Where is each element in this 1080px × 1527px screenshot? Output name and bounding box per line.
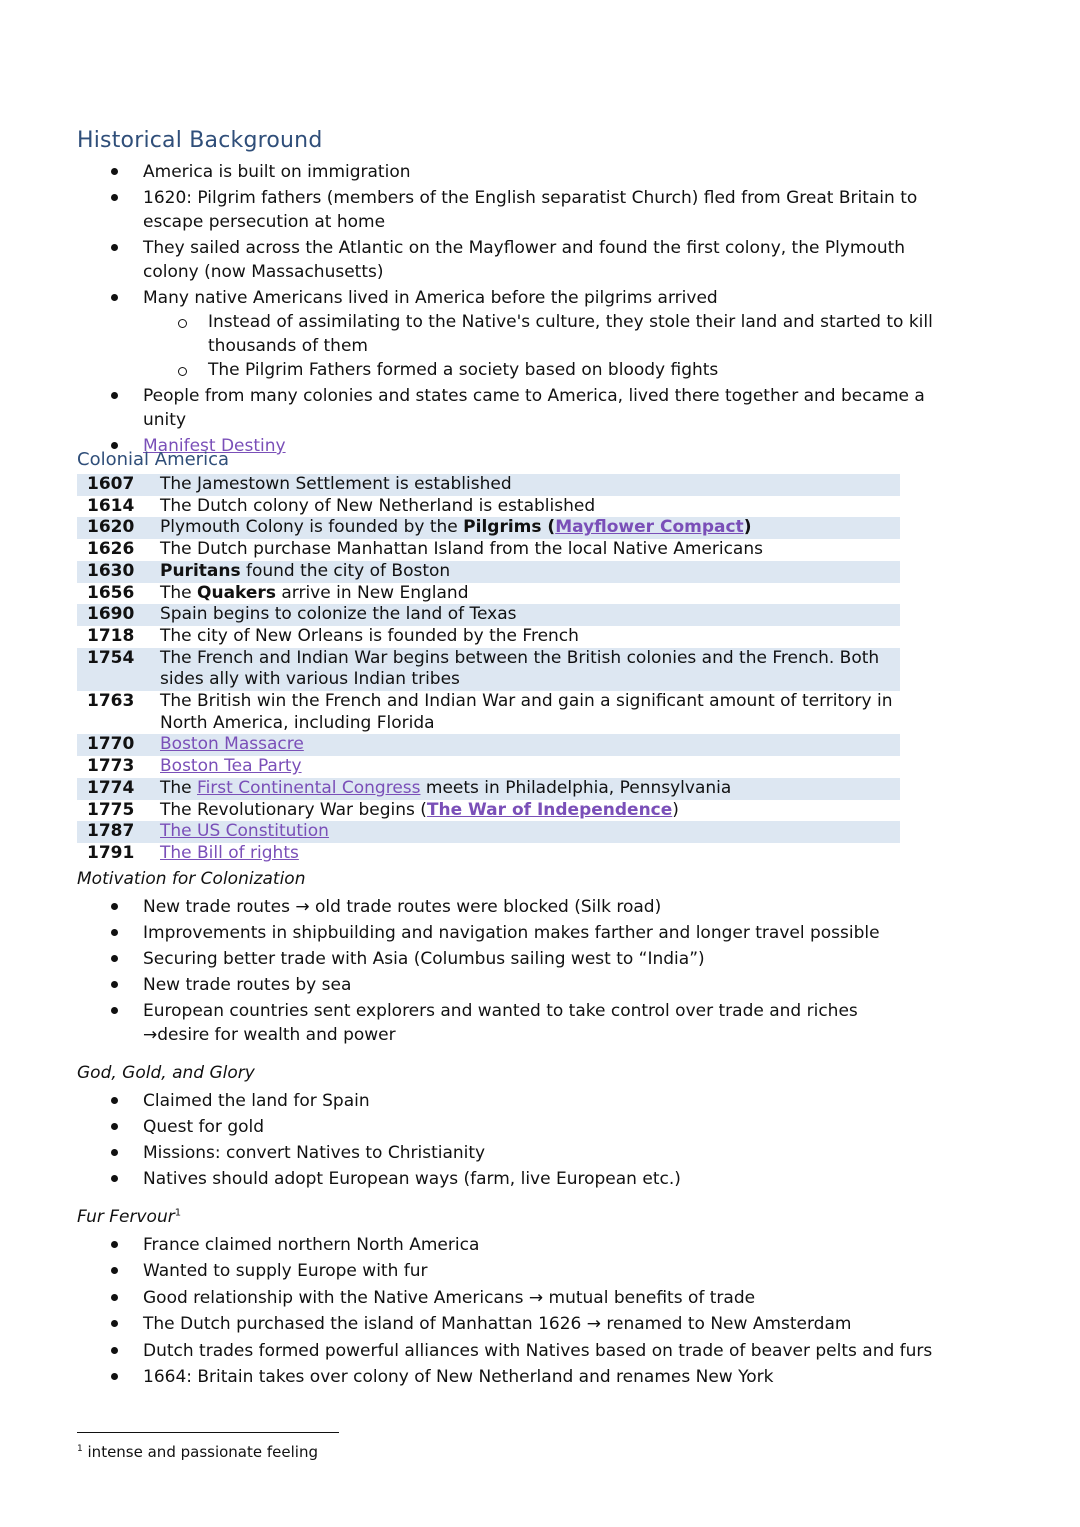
list-item: European countries sent explorers and wanted to take control over trade and riches →desire for wealth and power: [0, 999, 1080, 1047]
bullet-icon: [111, 981, 118, 988]
list-item: 1620: Pilgrim fathers (members of the English separatist Church) fled from Great Britain to escape persecution at home: [0, 186, 1080, 234]
list-item: They sailed across the Atlantic on the Mayflower and found the first colony, the Plymouth colony (now Massachusetts): [0, 236, 1080, 284]
mayflower-compact-link[interactable]: Mayflower Compact: [555, 517, 744, 538]
footnote-reference[interactable]: 1: [174, 1207, 182, 1219]
list-item: People from many colonies and states came to America, lived there together and became a unity: [0, 384, 1080, 432]
list-item: Securing better trade with Asia (Columbus sailing west to “India”): [0, 947, 1080, 971]
bullet-icon: [111, 1241, 118, 1248]
bullet-icon: [111, 903, 118, 910]
list-item: 1664: Britain takes over colony of New Netherland and renames New York: [0, 1365, 1080, 1389]
bullet-icon: [111, 1149, 118, 1156]
list-item: New trade routes → old trade routes were blocked (Silk road): [0, 895, 1080, 919]
table-row: 1763 The British win the French and Indian War and gain a significant amount of territory in North America, including Florida: [87, 691, 893, 733]
historical-background-list: [0, 160, 1080, 458]
bullet-icon: [111, 294, 118, 301]
bill-of-rights-link[interactable]: The Bill of rights: [160, 842, 299, 863]
bullet-icon: [111, 1123, 118, 1130]
table-row: 1630 Puritans found the city of Boston: [77, 561, 900, 583]
list-item: America is built on immigration: [0, 160, 1080, 184]
bullet-icon: [111, 194, 118, 201]
list-item: New trade routes by sea: [0, 973, 1080, 997]
table-row: 1626 The Dutch purchase Manhattan Island from the local Native Americans: [87, 539, 763, 560]
god-gold-glory-list: [0, 1089, 1080, 1191]
sub-list: [143, 310, 1080, 382]
table-row: 1773 Boston Tea Party: [87, 756, 302, 777]
bullet-icon: [111, 1007, 118, 1014]
list-item: The Dutch purchased the island of Manhattan 1626 → renamed to New Amsterdam: [0, 1312, 1080, 1336]
sub-list-item: The Pilgrim Fathers formed a society based on bloody fights: [143, 358, 1080, 382]
circle-bullet-icon: [178, 319, 187, 328]
table-row: 1656 The Quakers arrive in New England: [87, 582, 469, 603]
bullet-icon: [111, 1097, 118, 1104]
list-item: Good relationship with the Native Americans → mutual benefits of trade: [0, 1286, 1080, 1310]
footnote-separator: [77, 1432, 339, 1433]
bullet-icon: [111, 1294, 118, 1301]
list-item: Dutch trades formed powerful alliances with Natives based on trade of beaver pelts and furs: [0, 1339, 1080, 1363]
footnote: $^1$ intense and passionate feeling: [77, 1443, 318, 1461]
table-row: 1775 The Revolutionary War begins (The War of Independence): [87, 799, 679, 820]
table-row: 1791 The Bill of rights: [87, 842, 299, 863]
bullet-icon: [111, 392, 118, 399]
table-row: 1620 Plymouth Colony is founded by the Pilgrims (Mayflower Compact): [77, 517, 900, 539]
table-row: 1770 Boston Massacre: [77, 734, 900, 756]
list-item: Claimed the land for Spain: [0, 1089, 1080, 1113]
table-row: 1690 Spain begins to colonize the land of Texas: [77, 604, 900, 626]
section-title-god-gold-glory: God, Gold, and Glory: [77, 1063, 255, 1083]
bullet-icon: [111, 1347, 118, 1354]
list-item: Many native Americans lived in America before the pilgrims arrived Instead of assimilating to the Native's culture, they stole their land and started to kill thousands of them The Pilgrim Fathers formed a society based on bloody fights: [0, 286, 1080, 382]
table-row: 1774 The First Continental Congress meets in Philadelphia, Pennsylvania: [77, 778, 900, 800]
bullet-icon: [111, 168, 118, 175]
bullet-icon: [111, 929, 118, 936]
section-title-historical-background: Historical Background: [77, 128, 323, 153]
bullet-icon: [111, 1175, 118, 1182]
sub-list-item: Instead of assimilating to the Native's culture, they stole their land and started to kill thousands of them: [143, 310, 1080, 358]
bullet-icon: [111, 442, 118, 449]
timeline-table: [77, 474, 900, 865]
list-item: Quest for gold: [0, 1115, 1080, 1139]
bullet-icon: [111, 1373, 118, 1380]
section-title-motivation: Motivation for Colonization: [77, 869, 306, 889]
bullet-icon: [111, 244, 118, 251]
table-row: 1614 The Dutch colony of New Netherland is established: [87, 495, 596, 516]
bullet-icon: [111, 955, 118, 962]
circle-bullet-icon: [178, 367, 187, 376]
boston-massacre-link[interactable]: Boston Massacre: [160, 734, 304, 755]
bullet-icon: [111, 1267, 118, 1274]
first-continental-congress-link[interactable]: First Continental Congress: [197, 777, 421, 798]
list-item: Wanted to supply Europe with fur: [0, 1259, 1080, 1283]
section-title-fur-fervour: Fur Fervour$^1$: [77, 1207, 182, 1227]
boston-tea-party-link[interactable]: Boston Tea Party: [160, 756, 302, 777]
manifest-destiny-link[interactable]: Manifest Destiny: [143, 436, 286, 456]
list-item: France claimed northern North America: [0, 1233, 1080, 1257]
list-item: Missions: convert Natives to Christianity: [0, 1141, 1080, 1165]
table-row: 1718 The city of New Orleans is founded by the French: [87, 625, 579, 646]
list-item: Improvements in shipbuilding and navigation makes farther and longer travel possible: [0, 921, 1080, 945]
table-row: 1754 The French and Indian War begins between the British colonies and the French. Both sides ally with various Indian tribes: [77, 648, 900, 691]
section-title-colonial-america: Colonial America: [77, 449, 230, 470]
us-constitution-link[interactable]: The US Constitution: [160, 821, 329, 842]
fur-fervour-list: [0, 1233, 1080, 1389]
list-item: Natives should adopt European ways (farm, live European etc.): [0, 1167, 1080, 1191]
table-row: 1607 The Jamestown Settlement is established: [77, 474, 900, 496]
table-row: 1787 The US Constitution: [77, 821, 900, 843]
motivation-list: [0, 895, 1080, 1047]
bullet-icon: [111, 1320, 118, 1327]
war-of-independence-link[interactable]: The War of Independence: [426, 799, 673, 820]
